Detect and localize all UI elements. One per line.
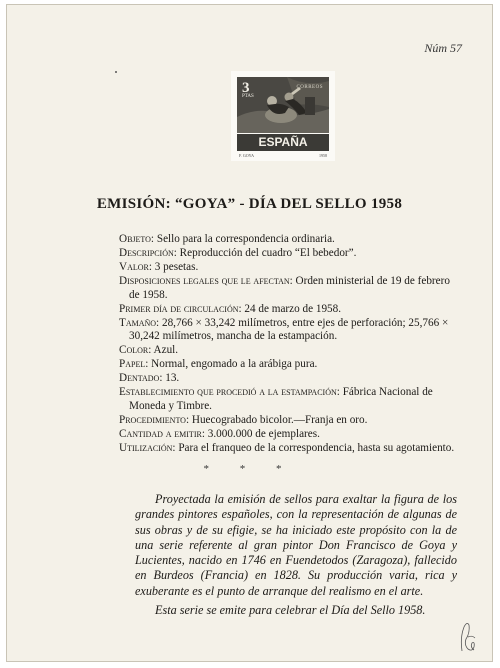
field-label: Tamaño: — [119, 316, 160, 329]
field-value: Reproducción del cuadro “El bebedor”. — [176, 247, 357, 260]
field-valor — [119, 261, 459, 274]
field-list — [119, 233, 459, 456]
field-value: Azul. — [151, 344, 179, 357]
stamp-value-unit: PTAS — [242, 94, 254, 99]
field-value: Orden ministerial de 19 de febrero de 1958. — [129, 275, 450, 301]
description-paragraph: Proyectada la emisión de sellos para exaltar la figura de los grandes pintores españoles, con la representación de algunas de sus obras y de su efigie, se ha iniciado este propósito con la de una serie referente al gran pintor Don Francisco de Goya y Lucientes, nacido en 1746 en Fuendetodos (Zaragoza), fallecido en Burdeos (Francia) en 1828. Su producción varia, rica y exuberante es el punto de arranque del realismo en el arte. — [135, 492, 457, 598]
field-value: Fábrica Nacional de Moneda y Timbre. — [129, 386, 433, 412]
stamp-value: 3 PTAS — [242, 80, 254, 99]
stamp-painting — [237, 77, 329, 133]
field-value: Sello para la correspondencia ordinaria. — [154, 233, 335, 245]
field-disposiciones — [119, 275, 459, 302]
handwritten-signature — [458, 619, 478, 653]
field-label: Valor: — [119, 261, 152, 274]
field-cantidad — [119, 428, 459, 441]
field-label: Dentado: — [119, 372, 163, 385]
field-label: Establecimiento que procedió a la estampación: — [119, 386, 340, 399]
field-tamano — [119, 317, 459, 344]
field-primer-dia — [119, 303, 459, 316]
field-value: Para el franqueo de la correspondencia, hasta su agotamiento. — [175, 442, 455, 455]
stamp-country: ESPAÑA — [237, 134, 329, 151]
section-separator: * * * — [203, 463, 296, 475]
field-papel — [119, 358, 459, 371]
field-label: Utilización: — [119, 442, 176, 455]
field-value: 28,766 × 33,242 milímetros, entre ejes de perforación; 25,766 × 30,242 milímetros, mancha de la estampación. — [129, 316, 449, 343]
field-value: 24 de marzo de 1958. — [241, 302, 342, 315]
field-label: Descripción: — [119, 247, 177, 260]
ink-dot — [115, 71, 117, 73]
field-procedimiento — [119, 414, 459, 427]
field-establecimiento — [119, 386, 459, 413]
stamp-header: CORREOS — [296, 85, 323, 90]
document-title: EMISIÓN: “GOYA” - DÍA DEL SELLO 1958 — [96, 196, 403, 212]
page-number: Núm 57 — [424, 41, 462, 55]
field-value: Huecograbado bicolor.—Franja en oro. — [189, 413, 368, 426]
closing-line: Esta serie se emite para celebrar el Día del Sello 1958. — [155, 603, 426, 617]
field-value: Normal, engomado a la arábiga pura. — [148, 358, 318, 371]
field-objeto — [119, 233, 459, 246]
field-value: 13. — [162, 372, 180, 385]
stamp-image — [231, 71, 335, 161]
field-label: Primer día de circulación: — [119, 302, 242, 315]
field-label: Procedimiento: — [119, 413, 190, 426]
stamp-footer-left: F. GOYA — [239, 153, 255, 158]
field-value: 3.000.000 de ejemplares. — [204, 427, 320, 440]
field-label: Color: — [119, 344, 152, 357]
document-page — [6, 4, 493, 662]
stamp-footer-right: 1958 — [319, 153, 327, 158]
field-label: Cantidad a emitir: — [119, 427, 205, 440]
field-label: Disposiciones legales que le afectan: — [119, 275, 293, 288]
field-label: Objeto: — [119, 233, 155, 245]
field-dentado — [119, 372, 459, 385]
field-descripcion — [119, 247, 459, 260]
field-label: Papel: — [119, 358, 149, 371]
field-value: 3 pesetas. — [151, 261, 199, 274]
field-color — [119, 344, 459, 357]
field-utilizacion — [119, 442, 459, 455]
